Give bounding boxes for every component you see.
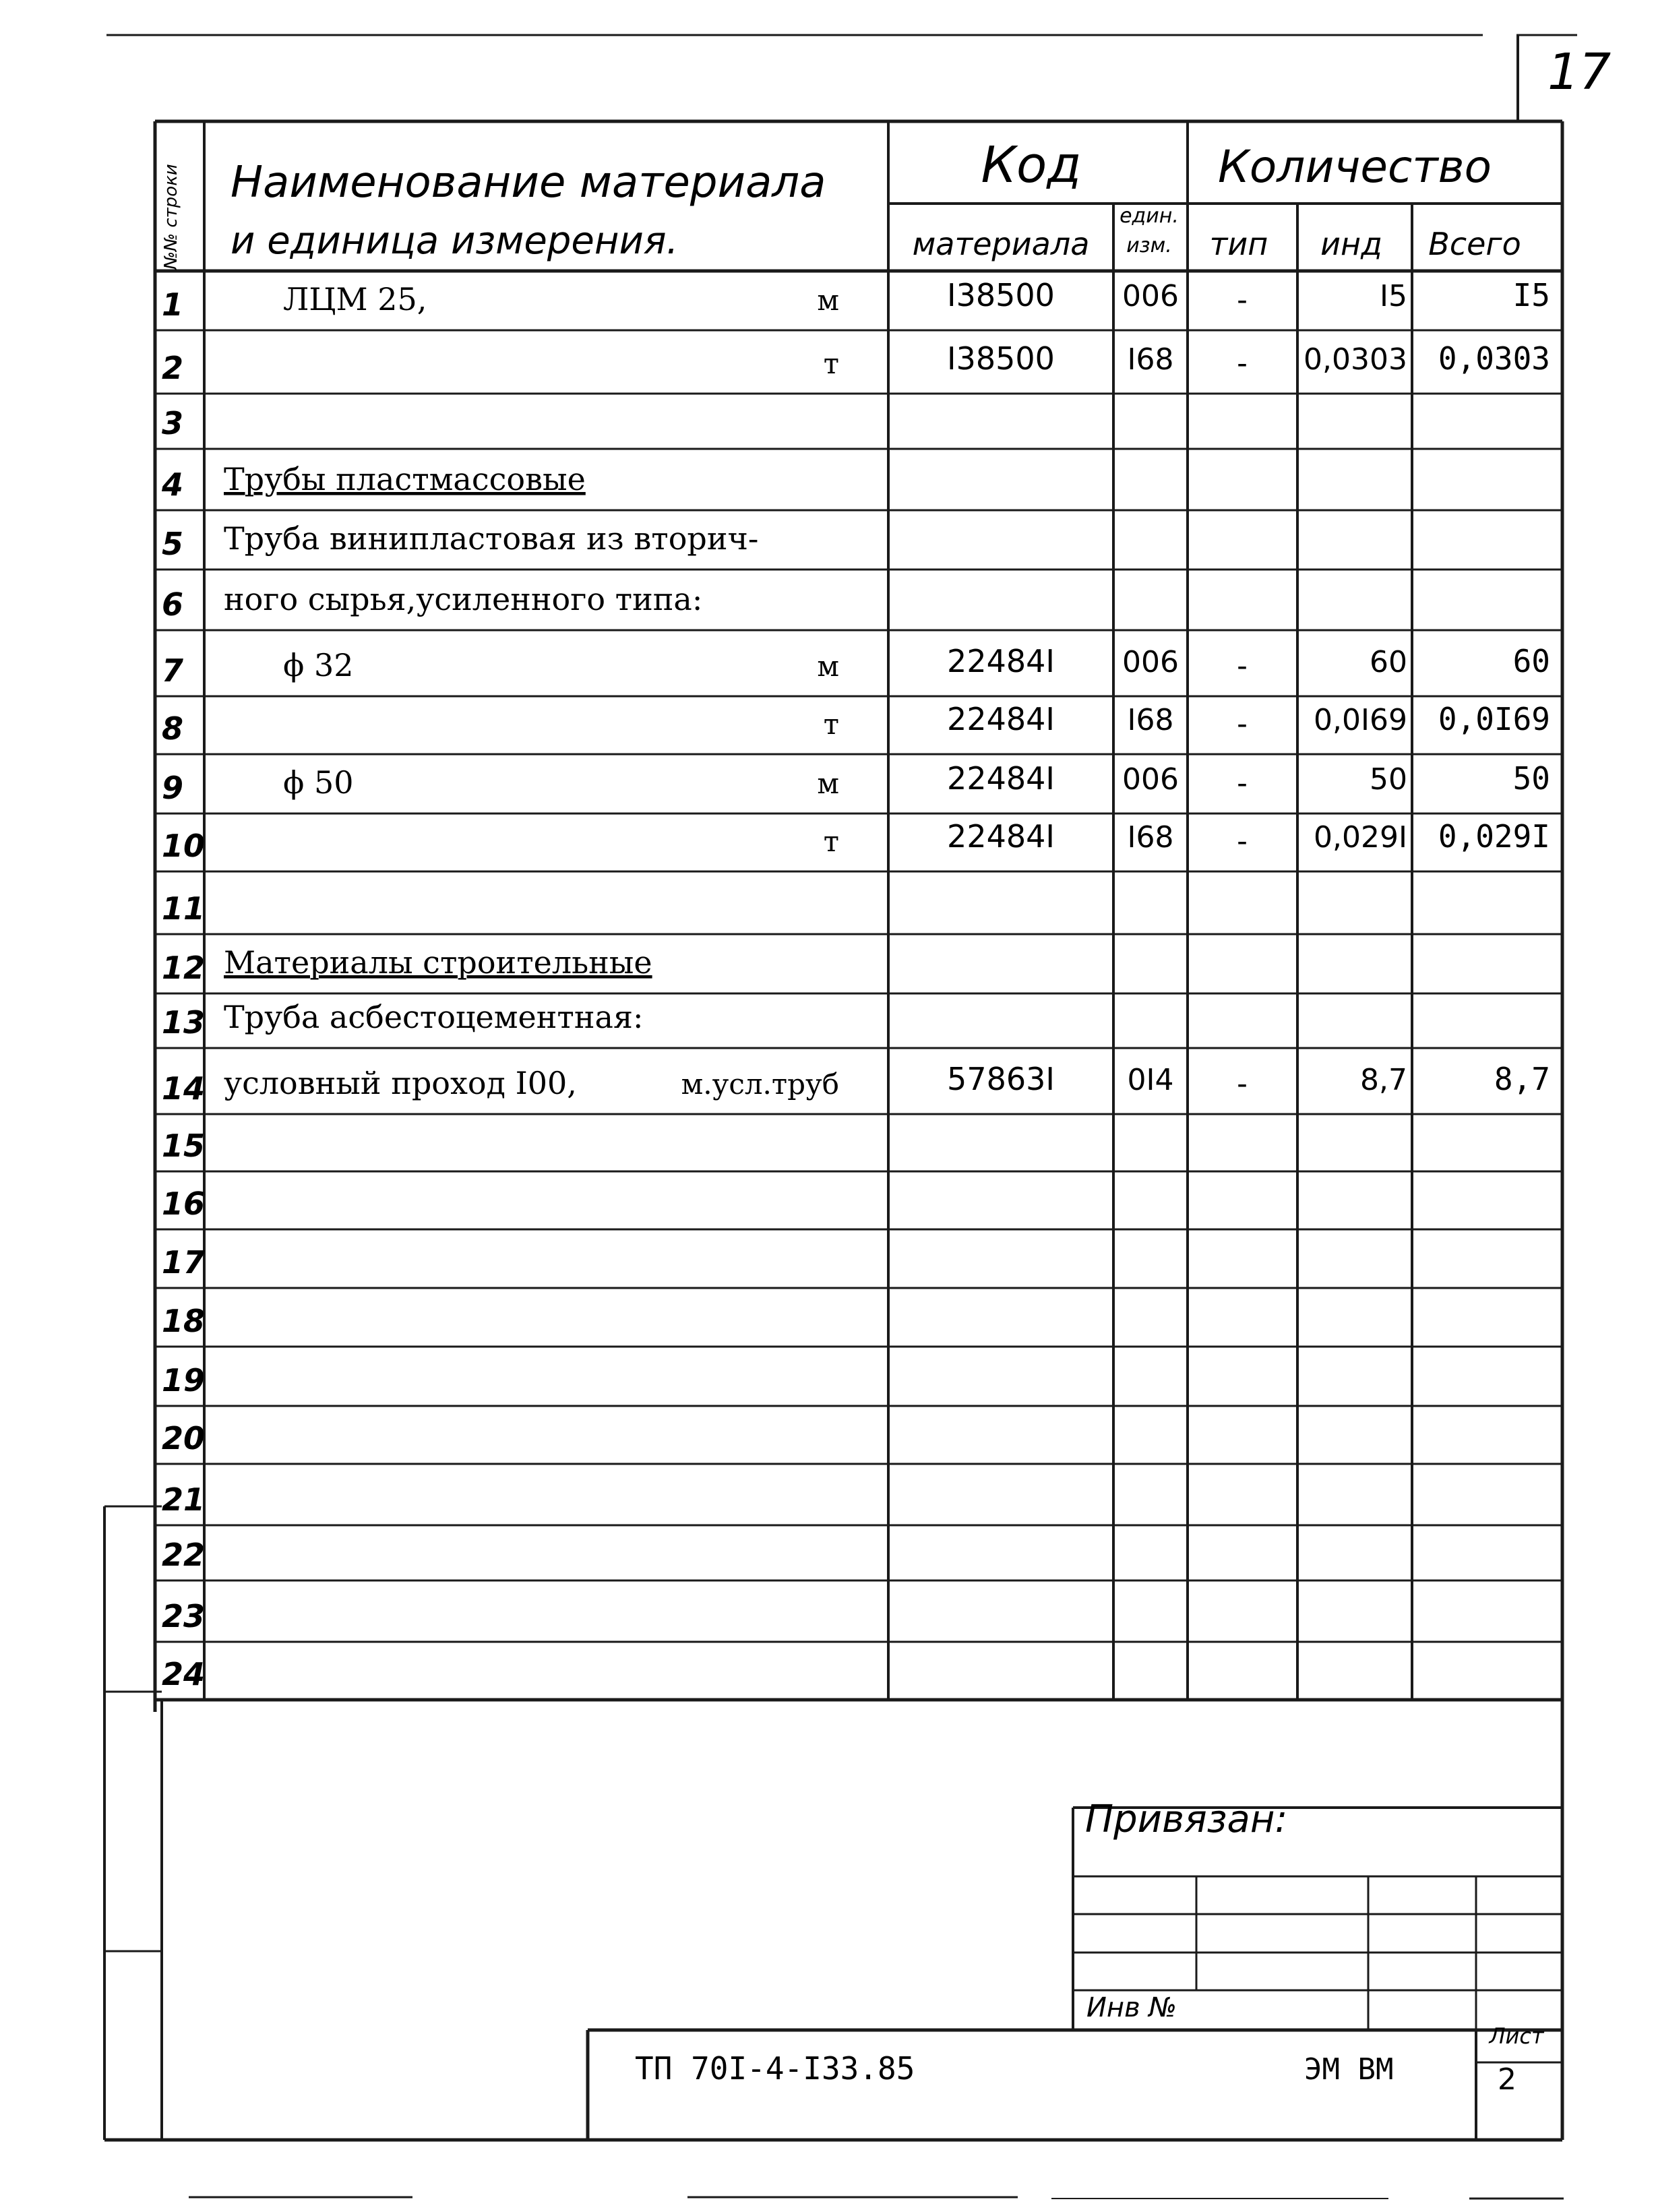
code-unit-header-line1: един.: [1120, 204, 1179, 228]
row-quantity-tip: -: [1237, 281, 1248, 317]
row-quantity-ind: 50: [1370, 762, 1407, 797]
row-quantity-ind: I5: [1380, 279, 1407, 313]
row-quantity-ind: 0,029I: [1314, 820, 1407, 855]
document-section: ЭМ ВМ: [1304, 2052, 1394, 2087]
row-name: ЛЦМ 25,: [283, 281, 427, 317]
quantity-group-header: Количество: [1218, 141, 1492, 193]
row-number: 6: [162, 586, 184, 623]
row-material-code: 22484I: [947, 701, 1055, 737]
row-number: 14: [162, 1070, 206, 1107]
row-quantity-ind: 8,7: [1360, 1063, 1407, 1097]
row-unit: т: [823, 708, 839, 741]
row-unit: м.усл.труб: [681, 1068, 839, 1101]
row-quantity-ind: 0,0I69: [1314, 703, 1407, 737]
row-number: 15: [162, 1128, 206, 1164]
row-unit-code: I68: [1127, 703, 1174, 737]
row-unit-code: 006: [1122, 645, 1179, 679]
sheet-value: 2: [1498, 2062, 1516, 2097]
row-number: 5: [162, 526, 184, 562]
row-quantity-tip: -: [1237, 344, 1248, 381]
row-number: 12: [162, 950, 206, 986]
row-name: Трубы пластмассовые: [224, 461, 586, 497]
row-unit-code: I68: [1127, 820, 1174, 855]
quantity-ind-header: инд: [1320, 226, 1382, 262]
row-unit-code: 006: [1122, 279, 1179, 313]
row-number: 9: [162, 770, 184, 806]
row-unit-code: 0I4: [1127, 1063, 1174, 1097]
name-column-header-line1: Наименование материала: [231, 158, 826, 208]
row-quantity-tip: -: [1237, 705, 1248, 741]
sheet-label: Лист: [1489, 2023, 1544, 2049]
row-quantity-total: 50: [1512, 760, 1550, 797]
row-number: 1: [162, 286, 184, 323]
row-number: 21: [162, 1481, 206, 1518]
row-number: 16: [162, 1186, 206, 1222]
row-number: 10: [162, 828, 206, 864]
row-material-code: I38500: [947, 340, 1055, 377]
row-quantity-tip: -: [1237, 764, 1248, 801]
row-quantity-total: 60: [1512, 643, 1550, 679]
row-number: 19: [162, 1362, 206, 1399]
row-number: 7: [162, 652, 184, 689]
row-quantity-total: 0,0I69: [1438, 701, 1550, 737]
row-quantity-total: 8,7: [1494, 1061, 1550, 1097]
row-quantity-ind: 0,0303: [1304, 342, 1407, 377]
row-number: 13: [162, 1004, 206, 1041]
row-number: 3: [162, 405, 184, 441]
row-quantity-total: 0,0303: [1438, 340, 1550, 377]
row-material-code: I38500: [947, 277, 1055, 313]
row-number: 18: [162, 1303, 206, 1339]
row-unit: м: [817, 650, 839, 683]
row-material-code: 22484I: [947, 760, 1055, 797]
row-unit: м: [817, 284, 839, 317]
row-number: 2: [162, 350, 184, 386]
row-unit: т: [823, 825, 839, 858]
code-material-header: материала: [912, 226, 1090, 262]
row-name: условный проход I00,: [224, 1065, 577, 1101]
row-unit-code: I68: [1127, 342, 1174, 377]
row-quantity-total: 0,029I: [1438, 818, 1550, 855]
row-number: 20: [162, 1420, 206, 1456]
row-quantity-tip: -: [1237, 1065, 1248, 1101]
row-name: ϕ 50: [283, 764, 354, 801]
row-material-code: 22484I: [947, 818, 1055, 855]
inventory-number-label: Инв №: [1086, 1992, 1177, 2023]
row-name: ϕ 32: [283, 647, 354, 683]
quantity-total-header: Всего: [1428, 226, 1521, 262]
table-body: [161, 277, 1550, 1692]
quantity-tip-header: тип: [1209, 226, 1268, 262]
row-quantity-tip: -: [1237, 822, 1248, 859]
row-number: 17: [162, 1244, 206, 1281]
code-unit-header-line2: изм.: [1126, 234, 1172, 257]
row-material-code: 22484I: [947, 643, 1055, 679]
row-quantity-ind: 60: [1370, 645, 1407, 679]
row-quantity-total: I5: [1512, 277, 1550, 313]
row-quantity-tip: -: [1237, 647, 1248, 683]
code-group-header: Код: [981, 136, 1082, 194]
row-number: 4: [162, 466, 184, 503]
row-number-header: №№ строки: [161, 164, 181, 270]
privyazan-label: Привязан:: [1085, 1798, 1288, 1841]
sheet-number: 17: [1547, 43, 1612, 101]
row-name: ного сырья,усиленного типа:: [224, 581, 703, 617]
document-code: ТП 70I-4-I33.85: [635, 2050, 915, 2087]
name-column-header-line2: и единица измерения.: [231, 219, 679, 263]
row-number: 8: [162, 710, 184, 747]
row-number: 23: [162, 1598, 206, 1634]
row-name: Труба винипластовая из вторич-: [224, 520, 759, 557]
row-unit-code: 006: [1122, 762, 1179, 797]
row-number: 11: [162, 890, 206, 927]
row-name: Материалы строительные: [224, 944, 652, 981]
row-unit: м: [817, 767, 839, 800]
row-material-code: 57863I: [947, 1061, 1055, 1097]
row-number: 24: [162, 1656, 206, 1692]
row-unit: т: [823, 347, 839, 380]
row-number: 22: [162, 1537, 206, 1573]
row-name: Труба асбестоцементная:: [224, 999, 644, 1035]
